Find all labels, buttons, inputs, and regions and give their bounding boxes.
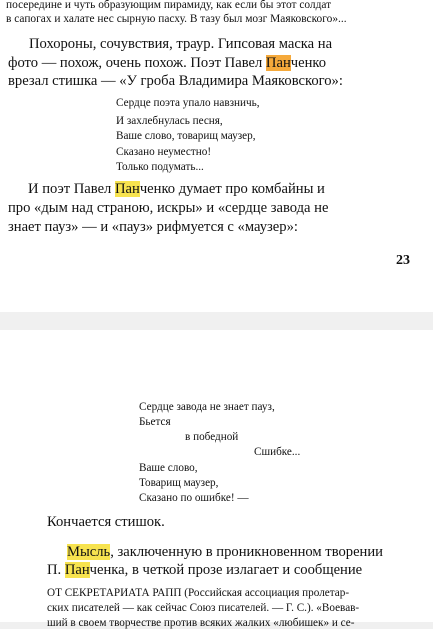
text-line: в сапогах и халате нес сырную пасху. В тазу был мозг Маяковского»... bbox=[6, 13, 347, 25]
highlight-mark: Пан bbox=[64, 562, 90, 578]
text-line bbox=[67, 544, 383, 561]
footnote-line: ший в своем творчестве против всяких жалких «любишек» и се- bbox=[47, 617, 355, 629]
footnote-line: ских писателей — как сейчас Союз писателей. — Г. С.). «Воевав- bbox=[47, 602, 360, 614]
highlight-mark: Пан bbox=[265, 55, 291, 71]
highlight-mark: Пан bbox=[115, 181, 140, 197]
text-line bbox=[8, 55, 326, 72]
text-segment: , заключенную в проникновенном творении bbox=[110, 544, 383, 560]
text-segment: ченка, в четкой прозе излагает и сообщение bbox=[89, 562, 363, 578]
text-line: Похороны, сочувствия, траур. Гипсовая маска на bbox=[29, 36, 333, 52]
page-number: 23 bbox=[396, 253, 410, 268]
text-line: про «дым над страною, искры» и «сердце завода не bbox=[8, 200, 329, 216]
highlight-mark: Мысль bbox=[67, 544, 111, 560]
verse-line: в победной bbox=[185, 431, 239, 443]
page-24 bbox=[0, 330, 433, 629]
text-line bbox=[28, 181, 325, 198]
text-line bbox=[47, 562, 362, 579]
text-segment: фото — похож, очень похож. Поэт Павел bbox=[8, 55, 266, 71]
text-segment: И поэт Павел bbox=[28, 181, 115, 197]
verse-line: Только подумать... bbox=[116, 161, 204, 173]
verse-line: Ваше слово, bbox=[139, 462, 198, 474]
text-line: Кончается стишок. bbox=[47, 514, 165, 530]
page-23 bbox=[0, 0, 433, 312]
text-line: посередине и чуть образующим пирамиду, как если бы этот солдат bbox=[6, 0, 332, 11]
verse-line: Сказано неуместно! bbox=[116, 146, 212, 158]
verse-line: Сшибке... bbox=[254, 446, 301, 458]
text-segment: ченко bbox=[290, 55, 327, 71]
verse-line: И захлебнулась песня, bbox=[116, 115, 223, 127]
text-segment: ченко думает про комбайны и bbox=[139, 181, 325, 197]
verse-line: Бьется bbox=[139, 416, 171, 428]
verse-line: Товарищ маузер, bbox=[139, 477, 219, 489]
text-segment: П. bbox=[47, 562, 65, 578]
text-line: врезал стишка — «У гроба Владимира Маяковского»: bbox=[8, 73, 343, 89]
verse-line: Ваше слово, товарищ маузер, bbox=[116, 130, 256, 142]
footnote-line: ОТ СЕКРЕТАРИАТА РАПП (Российская ассоциация пролетар- bbox=[47, 587, 350, 599]
text-line: знает пауз» — и «пауз» рифмуется с «маузер»: bbox=[8, 219, 298, 235]
verse-line: Сказано по ошибке! — bbox=[139, 492, 249, 504]
verse-line: Сердце завода не знает пауз, bbox=[139, 401, 275, 413]
verse-line: Сердце поэта упало навзничь, bbox=[116, 97, 260, 109]
